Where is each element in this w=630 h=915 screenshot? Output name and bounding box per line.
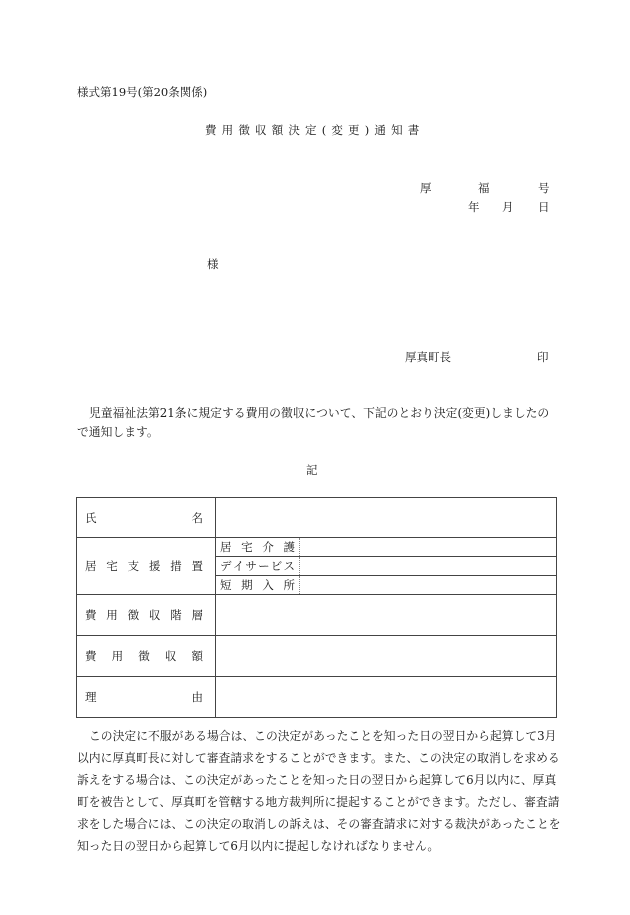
name-label-cell [77, 498, 216, 538]
measure-label-cell [77, 538, 216, 595]
measure-value-cell [300, 576, 557, 595]
measure-label: 居 宅 支 援 措 置 [85, 559, 203, 573]
reason-label-cell [77, 677, 216, 718]
issuer-name: 厚真町長 [405, 350, 451, 364]
form-number-label: 様式第19号(第20条関係) [77, 85, 208, 99]
ki-heading: 記 [306, 463, 318, 477]
recipient-honorific: 様 [207, 257, 219, 271]
measure-item-cell [216, 576, 300, 595]
measure-value-cell [300, 538, 557, 557]
notice-paragraph: この決定に不服がある場合は、この決定があったことを知った日の翌日から起算して3月以内に厚真町長に対して審査請求をすることができます。また、この決定の取消しを求める訴えをする場合は、この決定があったことを知った日の翌日から起算して6月以内に、厚真町を被告として、厚真町を管轄する地方裁判所に提起することができます。ただし、審査請求をした場合には、この決定の取消しの訴えは、その審査請求に対する裁決があったことを知った日の翌日から起算して6月以内に提起しなければなりません。 [77, 729, 561, 853]
measure-value-cell [300, 557, 557, 576]
seal-mark: 印 [537, 350, 549, 364]
measure-item-home-care: 居 宅 介 護 [220, 540, 295, 554]
document-title: 費用徴収額決定(変更)通知書 [205, 123, 425, 137]
name-value-cell [216, 498, 557, 538]
amount-label-cell [77, 636, 216, 677]
tier-label-cell [77, 595, 216, 636]
table-row [77, 498, 557, 538]
measure-item-cell [216, 538, 300, 557]
date-day: 日 [538, 200, 550, 214]
date-month: 月 [502, 200, 514, 214]
table-row [77, 538, 557, 557]
table-row [77, 677, 557, 718]
tier-label: 費 用 徴 収 階 層 [85, 608, 203, 622]
intro-paragraph: 児童福祉法第21条に規定する費用の徴収について、下記のとおり決定(変更)しましたので通知します。 [77, 406, 550, 439]
measure-item-cell [216, 557, 300, 576]
table-row [77, 636, 557, 677]
measure-item-short-stay: 短 期 入 所 [220, 578, 295, 592]
reference-go: 号 [538, 181, 550, 195]
reference-atsu: 厚 [420, 181, 432, 195]
reference-fuku: 福 [478, 181, 490, 195]
date-year: 年 [468, 200, 480, 214]
detail-table [76, 497, 557, 718]
table-row [77, 595, 557, 636]
reason-value-cell [216, 677, 557, 718]
amount-value-cell [216, 636, 557, 677]
measure-item-day-service: デ イ サ ー ビ ス [220, 559, 295, 573]
name-label: 氏 名 [85, 510, 203, 525]
amount-label: 費 用 徴 収 額 [85, 649, 203, 663]
tier-value-cell [216, 595, 557, 636]
reason-label: 理 由 [85, 690, 203, 704]
